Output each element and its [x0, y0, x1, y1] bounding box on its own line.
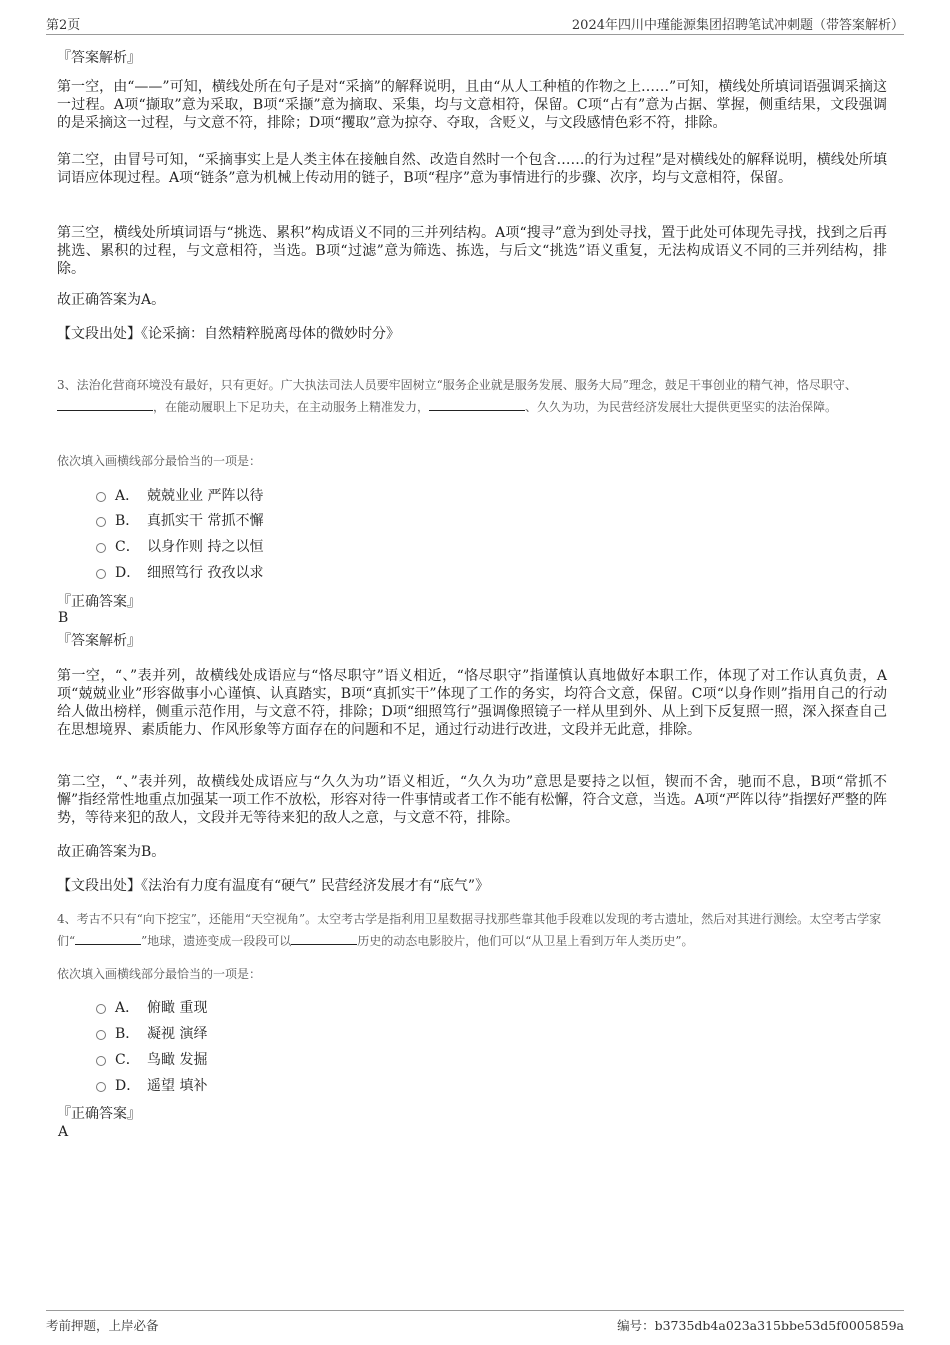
analysis-label: 『答案解析』 — [57, 50, 141, 66]
analysis-paragraph: 第二空，由冒号可知，“采摘事实上是人类主体在接触自然、改造自然时一个包含……的行为过程”是对横线处的解释说明，横线处所填词语应体现过程。A项“链条”意为机械上传动用的链子，B项“程序”意为事情进行的步骤、次序，均与文意相符，保留。 — [57, 152, 887, 186]
analysis-paragraph: 第三空，横线处所填词语与“挑选、累积”构成语义不同的三并列结构。A项“搜寻”意为到处寻找，置于此处可体现先寻找，找到之后再挑选、累积的过程，与文意相符，当选。B项“过滤”意为筛选、拣选，与后文“挑选”语义重复，无法构成语义不同的三并列结构，排除。 — [57, 225, 887, 277]
option-c[interactable]: C． 以身作则 持之以恒 — [96, 537, 263, 557]
stem-text: 3、法治化营商环境没有最好，只有更好。广大执法司法人员要牢固树立“服务企业就是服务发展、服务大局”理念，鼓足干事创业的精气神，恪尽职守、 — [57, 378, 857, 392]
radio-icon[interactable] — [96, 1056, 106, 1066]
radio-icon[interactable] — [96, 569, 106, 579]
source-citation: 【文段出处】《论采摘：自然精粹脱离母体的微妙时分》 — [57, 326, 400, 342]
radio-icon[interactable] — [96, 1004, 106, 1014]
option-d[interactable]: D． 遥望 填补 — [96, 1076, 207, 1096]
conclusion: 故正确答案为B。 — [57, 844, 166, 860]
fill-blank — [429, 396, 525, 411]
question-stem — [57, 909, 897, 952]
answer-label: 『正确答案』 — [57, 594, 141, 610]
stem-text: ”地球，遗迹变成一段段可以 — [141, 934, 292, 948]
analysis-paragraph: 第二空，“、”表并列，故横线处成语应与“久久为功”语义相近，“久久为功”意思是要持之以恒，锲而不舍，驰而不息，B项“常抓不懈”指经常性地重点加强某一项工作不放松，形容对待一件事情或者工作不能有松懈，符合文意，当选。A项“严阵以待”指摆好严整的阵势，等待来犯的敌人，文段并无等待来犯的敌人之意，与文意不符，排除。 — [57, 774, 887, 826]
document-code: 编号：b3735db4a023a315bbe53d5f0005859a — [617, 1318, 904, 1333]
analysis-label: 『答案解析』 — [57, 633, 141, 649]
page-header — [46, 12, 904, 35]
option-b[interactable]: B． 凝视 演绎 — [96, 1024, 207, 1044]
radio-icon[interactable] — [96, 543, 106, 553]
radio-icon[interactable] — [96, 1030, 106, 1040]
page-number: 第2页 — [46, 18, 81, 33]
stem-text: 、久久为功，为民营经济发展壮大提供更坚实的法治保障。 — [525, 400, 838, 414]
option-b[interactable]: B． 真抓实干 常抓不懈 — [96, 511, 263, 531]
analysis-paragraph: 第一空，由“——”可知，横线处所在句子是对“采摘”的解释说明，且由“从人工种植的作物之上……”可知，横线处所填词语强调采摘这一过程。A项“撷取”意为采取，B项“采撷”意为摘取、采集，均与文意相符，保留。C项“占有”意为占据、掌握，侧重结果，文段强调的是采摘这一过程，与文意不符，排除；D项“攫取”意为掠夺、夺取，含贬义，与文段感情色彩不符，排除。 — [57, 79, 887, 131]
question-instruction: 依次填入画横线部分最恰当的一项是： — [57, 967, 262, 981]
conclusion: 故正确答案为A。 — [57, 292, 166, 308]
answer-label: 『正确答案』 — [57, 1106, 141, 1122]
fill-blank — [291, 930, 357, 945]
option-c[interactable]: C． 鸟瞰 发掘 — [96, 1050, 207, 1070]
option-a[interactable]: A． 俯瞰 重现 — [96, 998, 207, 1018]
stem-text: ，在能动履职上下足功夫，在主动服务上精准发力， — [153, 400, 430, 414]
answer-value: B — [58, 610, 69, 626]
fill-blank — [57, 396, 153, 411]
page-footer — [46, 1310, 904, 1337]
document-title: 2024年四川中瑾能源集团招聘笔试冲刺题（带答案解析） — [571, 18, 904, 33]
option-d[interactable]: D． 细照笃行 孜孜以求 — [96, 563, 263, 583]
option-a[interactable]: A． 兢兢业业 严阵以待 — [96, 486, 263, 506]
radio-icon[interactable] — [96, 492, 106, 502]
question-stem — [57, 375, 897, 418]
analysis-paragraph: 第一空，“、”表并列，故横线处成语应与“恪尽职守”语义相近，“恪尽职守”指谨慎认真地做好本职工作，体现了对工作认真负责，A项“兢兢业业”形容做事小心谨慎、认真踏实，B项“真抓实干”体现了工作的务实，均符合文意，保留。C项“以身作则”指用自己的行动给人做出榜样，侧重示范作用，与文意不符，排除；D项“细照笃行”强调像照镜子一样从里到外、从上到下反复照一照，深入探查自己在思想境界、素质能力、作风形象等方面存在的问题和不足，通过行动进行改进，文段并无此意，排除。 — [57, 668, 887, 738]
source-citation: 【文段出处】《法治有力度有温度有“硬气” 民营经济发展才有“底气”》 — [57, 878, 490, 894]
question-instruction: 依次填入画横线部分最恰当的一项是： — [57, 454, 262, 468]
radio-icon[interactable] — [96, 517, 106, 527]
footer-slogan: 考前押题，上岸必备 — [46, 1318, 159, 1333]
fill-blank — [75, 930, 141, 945]
stem-text: 4、考古不只有“向下挖宝”，还能用“天空视角”。太空考古学是指利用卫星数据寻找那些靠其他手段难以发现的考古遗址，然后对其进行测绘。太空考古学家们“ — [57, 912, 882, 948]
answer-value: A — [58, 1124, 69, 1140]
radio-icon[interactable] — [96, 1082, 106, 1092]
stem-text: 历史的动态电影胶片，他们可以“从卫星上看到万年人类历史”。 — [357, 934, 694, 948]
